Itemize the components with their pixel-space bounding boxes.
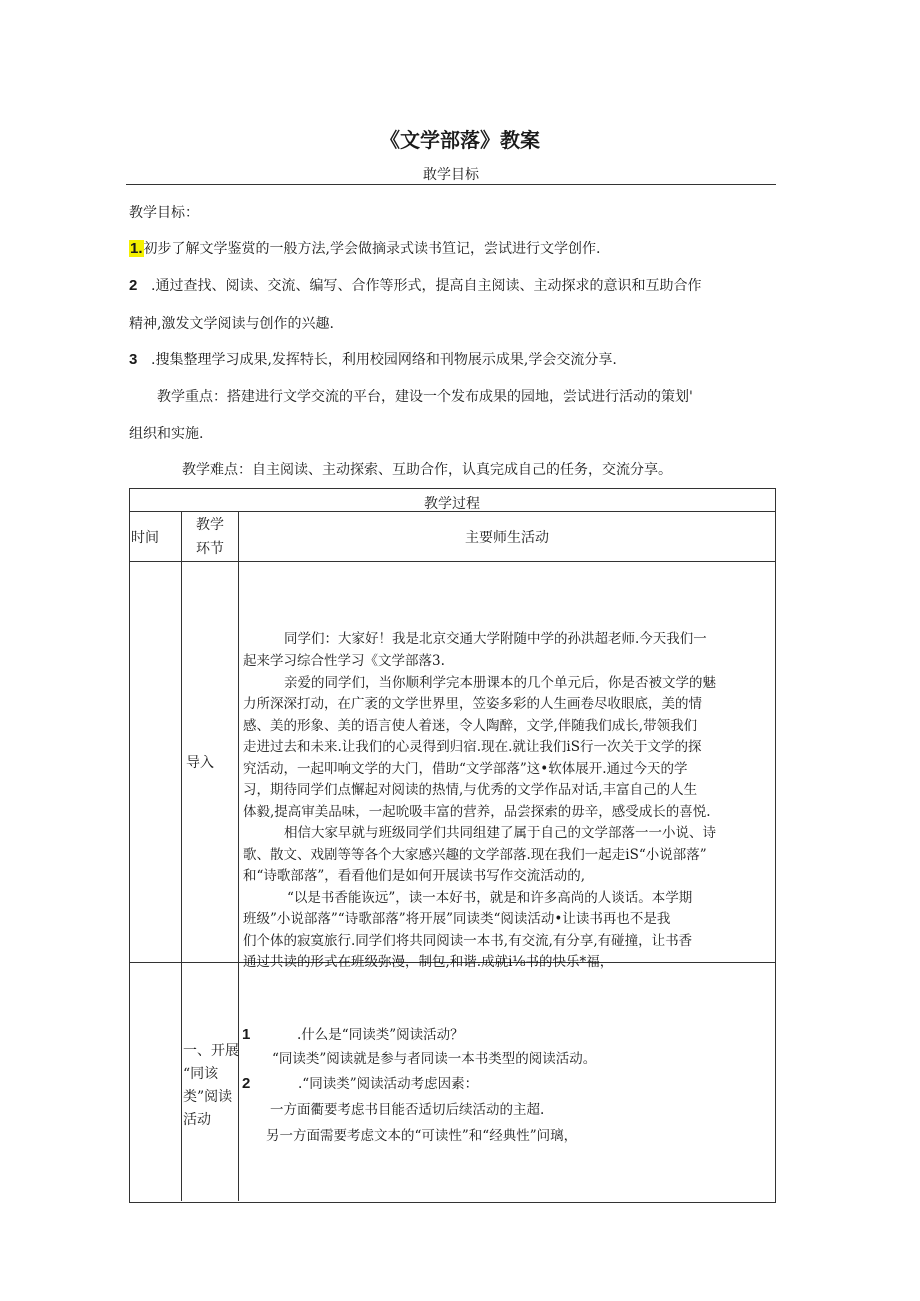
item-number: 2 [242,1075,251,1092]
stage-line: 类”阅读 [183,1089,233,1105]
header-stage-line: 教学 [196,517,224,533]
activity-line: 力所深深打动，在广袤的文学世界里，笠姿多彩的人生画卷尽收眼底，美的情 [243,696,702,712]
stage-co-reading [183,1040,239,1132]
activity-item: 另一方面需要考虑文本的“可读性”和“经典性”问璃， [266,1128,578,1144]
activity-item: “同读类”阅读就是参与者同读一本书类型的阅读活动。 [272,1051,597,1067]
goal-item-1 [129,238,600,258]
activity-line: 走进过去和未来.让我们的心灵得到归宿.现在.就让我们iS行一次关于文学的探 [243,739,702,755]
stage-line: “同该 [183,1066,219,1082]
activity-line: 歌、散文、戏剧等等各个大家感兴趣的文学部落.现在我们一起走iS“小说部落” [243,847,707,863]
activity-line: 习，期待同学们点懈起对阅读的热情,与优秀的文学作品对话,丰富自己的人生 [243,782,698,798]
header-stage-line: 环节 [196,541,224,557]
key-points: 教学重点：搭建进行文学交流的平台，建设一个发布成果的园地，尝试进行活动的策划' [157,389,693,405]
goal-number: 3 [129,351,138,368]
goal-text: .搜集整理学习成果,发挥特长，利用校园网络和刊物展示成果,学会交流分享. [151,352,617,368]
stage-intro: 导入 [186,755,214,771]
header-rule [126,184,776,185]
activity-line: 通过共读的形式在班级弥漫，制包,和谐.成就i⅛书的快乐*福， [243,954,614,970]
activity-line: “以是书香能诙远”，读一本好书，就是和许多高尚的人谈话。本学期 [287,890,693,906]
stage-line: 活动 [183,1112,211,1128]
header-stage [182,514,238,558]
table-caption: 教学过程 [424,496,480,512]
activity-line: 体毅,提高审美品味，一起吮吸丰富的营养，品尝探索的毋辛，感受成长的喜悦. [243,804,711,820]
table-divider [129,561,775,562]
activity-line: 和“诗歌部落”，看看他们是如何开展读书写作交流活动的, [243,868,586,884]
header-activity: 主要师生活动 [465,530,549,546]
activity-item [242,1072,478,1092]
goal-text-continued: 精神,激发文学阅读与创作的兴趣. [129,316,334,332]
column-divider [181,511,182,1201]
goals-heading: 教学目标： [129,205,199,221]
activity-item: 一方面衢要考虑书目能否适切后续活动的主超. [270,1102,545,1118]
activity-line: 起来学习综合性学习《文学部落3. [243,653,445,669]
activity-item [242,1023,464,1043]
document-title: 《文学部落》教案 [380,128,540,152]
goal-number: 1. [130,240,143,257]
activity-line: 班级”小说部落”“诗歌部落”将开展”同读类“阅读活动•让读书再也不是我 [243,911,671,927]
goal-item-2 [129,275,701,295]
teaching-difficulties: 教学难点：自主阅读、主动探索、互助合作，认真完成自己的任务，交流分享。 [182,462,672,478]
goal-number: 2 [129,277,138,294]
key-points-continued: 组织和实施. [129,426,204,442]
goal-item-3 [129,349,617,369]
activity-line: 感、美的形象、美的语言使人着迷，令人陶醉，文学,伴随我们成长,带领我们 [243,718,698,734]
stage-line: 一、开展 [183,1043,239,1059]
document-subtitle: 敢学目标 [423,167,479,183]
item-text: .什么是“同读类”阅读活动？ [297,1027,464,1043]
activity-line: 们个体的寂寞旅行.同学们将共同阅读一本书,有交流,有分享,有碰撞，让书香 [243,933,693,949]
activity-line: 同学们：大家好！我是北京交通大学附随中学的孙洪超老师.今天我们一 [284,631,707,647]
goal-text: .通过查找、阅读、交流、编写、合作等形式，提高自主阅读、主动探求的意识和互助合作 [151,278,702,294]
goal-text: 初步了解文学鉴赏的一般方法,学会做摘录式读书笪记，尝试进行文学创作. [143,241,601,257]
header-time: 时间 [131,530,159,546]
activity-line: 亲爱的同学们，当你顺利学完本册课本的几个单元后，你是否被文学的魅 [284,675,716,691]
item-text: .“同读类”阅读活动考虑因素： [298,1076,479,1092]
activity-line: 究活动，一起叩响文学的大门，借助“文学部落”这•软体展开.通过今天的学 [243,761,688,777]
item-number: 1 [242,1026,251,1043]
activity-line: 相信大家早就与班级同学们共同组建了属于自己的文学部落一一小说、诗 [284,825,716,841]
